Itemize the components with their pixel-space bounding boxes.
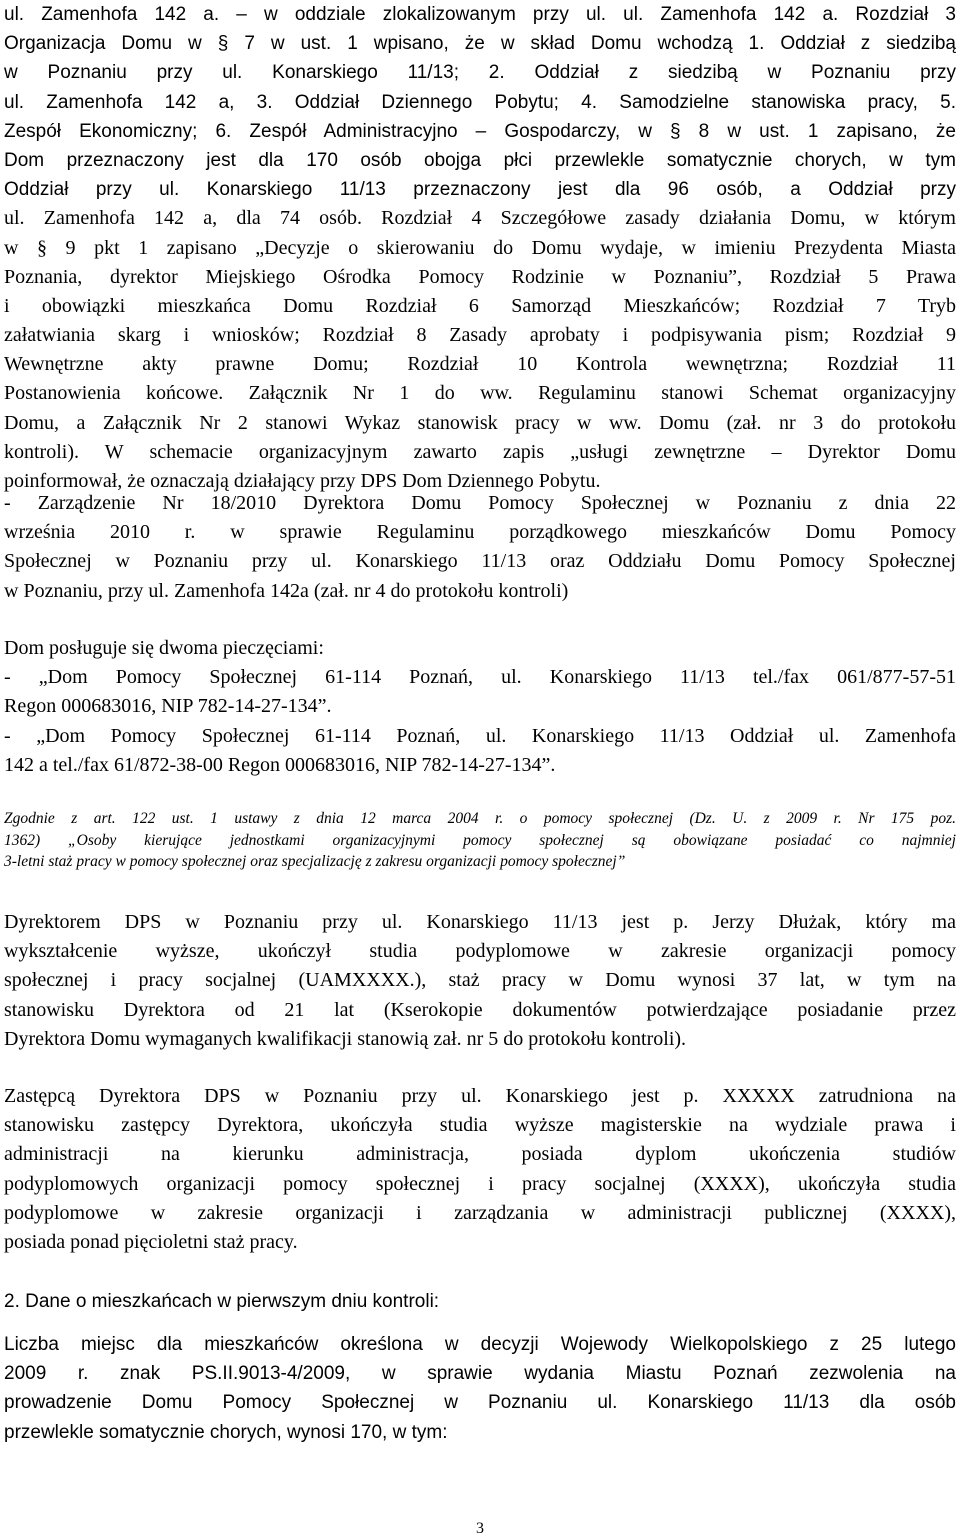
legal-note <box>4 808 956 873</box>
text-line: stanowisku zastępcy Dyrektora, ukończyła studia wyższe magisterskie na wydziale prawa i <box>4 1114 956 1137</box>
text-line: podyplomowych organizacji pomocy społecznej i pracy socjalnej (XXXX), ukończyła studia <box>4 1172 956 1195</box>
text-line: podyplomowe w zakresie organizacji i zarządzania w administracji publicznej (XXXX), <box>4 1201 956 1224</box>
text-line: Postanowienia końcowe. Załącznik Nr 1 do ww. Regulaminu stanowi Schemat organizacyjny <box>4 382 956 405</box>
text-line: - „Dom Pomocy Społecznej 61-114 Poznań, ul. Konarskiego 11/13 tel./fax 061/877-57-51 <box>4 666 956 689</box>
text-line: stanowisku Dyrektora od 21 lat (Kserokopie dokumentów potwierdzające posiadanie przez <box>4 998 956 1021</box>
text-line: ul. Zamenhofa 142 a, 3. Oddział Dziennego Pobytu; 4. Samodzielne stanowiska pracy, 5. <box>4 91 956 113</box>
text-line: w Poznaniu przy ul. Konarskiego 11/13; 2. Oddział z siedzibą w Poznaniu przy <box>4 62 956 84</box>
text-line: w § 9 pkt 1 zapisano „Decyzje o skierowaniu do Domu wydaje, w imieniu Prezydenta Miasta <box>4 236 956 259</box>
text-line: września 2010 r. w sprawie Regulaminu porządkowego mieszkańców Domu Pomocy <box>4 521 956 544</box>
section-heading-mieszkancy <box>4 1287 956 1316</box>
paragraph-regulamin <box>4 0 956 496</box>
paragraph-dyrektor <box>4 908 956 1054</box>
text-line: Liczba miejsc dla mieszkańców określona w decyzji Wojewody Wielkopolskiego z 25 lutego <box>4 1334 956 1355</box>
text-line: Oddział przy ul. Konarskiego 11/13 przeznaczony jest dla 96 osób, a Oddział przy <box>4 179 956 201</box>
text-line: wykształcenie wyższe, ukończył studia podyplomowe w zakresie organizacji pomocy <box>4 940 956 963</box>
text-line: przewlekle somatycznie chorych, wynosi 170, w tym: <box>4 1421 448 1443</box>
text-line: Zespół Ekonomiczny; 6. Zespół Administracyjno – Gospodarczy, w § 8 w ust. 1 zapisano, że <box>4 120 956 142</box>
text-line: posiada ponad pięcioletni staż pracy. <box>4 1230 298 1253</box>
text-line: - Zarządzenie Nr 18/2010 Dyrektora Domu Pomocy Społecznej w Poznaniu z dnia 22 <box>4 492 956 514</box>
text-line: Dom posługuje się dwoma pieczęciami: <box>4 637 324 659</box>
text-line: w Poznaniu, przy ul. Zamenhofa 142a (zał. nr 4 do protokołu kontroli) <box>4 579 569 602</box>
text-line: administracji na kierunku administracja, posiada dyplom ukończenia studiów <box>4 1143 956 1166</box>
paragraph-zarzadzenie <box>4 489 956 606</box>
paragraph-pieczecie <box>4 634 956 780</box>
text-line: 3-letni staż pracy w pomocy społecznej oraz specjalizację z zakresu organizacji pomocy społecznej” <box>4 853 626 871</box>
text-line: 142 a tel./fax 61/872-38-00 Regon 000683016, NIP 782-14-27-134”. <box>4 753 556 776</box>
paragraph-zastepca <box>4 1082 956 1257</box>
text-line: Poznania, dyrektor Miejskiego Ośrodka Pomocy Rodzinie w Poznaniu”, Rozdział 5 Prawa <box>4 265 956 288</box>
text-line: 2009 r. znak PS.II.9013-4/2009, w sprawie wydania Miastu Poznań zezwolenia na <box>4 1363 956 1385</box>
text-line: prowadzenie Domu Pomocy Społecznej w Poznaniu ul. Konarskiego 11/13 dla osób <box>4 1392 956 1414</box>
text-line: Zastępcą Dyrektora DPS w Poznaniu przy ul. Konarskiego jest p. XXXXX zatrudniona na <box>4 1085 956 1107</box>
text-line: 1362) „Osoby kierujące jednostkami organizacyjnymi pomocy społecznej są obowiązane posiadać co najmniej <box>4 831 956 849</box>
text-line: poinformował, że oznaczają działający przy DPS Dom Dziennego Pobytu. <box>4 470 601 492</box>
section-heading: 2. Dane o mieszkańcach w pierwszym dniu kontroli: <box>4 1291 440 1312</box>
text-line: kontroli). W schemacie organizacyjnym zawarto zapis „usługi zewnętrzne – Dyrektor Domu <box>4 440 956 463</box>
text-line: Dom przeznaczony jest dla 170 osób obojga płci przewlekle somatycznie chorych, w tym <box>4 149 956 171</box>
text-line: Domu, a Załącznik Nr 2 stanowi Wykaz stanowisk pracy w ww. Domu (zał. nr 3 do protokołu <box>4 411 956 434</box>
text-line: Organizacja Domu w § 7 w ust. 1 wpisano, że w skład Domu wchodzą 1. Oddział z siedzibą <box>4 33 956 55</box>
page-number: 3 <box>476 1520 484 1537</box>
text-line: ul. Zamenhofa 142 a, dla 74 osób. Rozdział 4 Szczegółowe zasady działania Domu, w którym <box>4 207 956 230</box>
text-line: ul. Zamenhofa 142 a. – w oddziale zlokalizowanym przy ul. ul. Zamenhofa 142 a. Rozdział 3 <box>4 4 956 25</box>
text-line: załatwiania skarg i wniosków; Rozdział 8 Zasady aprobaty i podpisywania pism; Rozdział 9 <box>4 324 956 347</box>
text-line: Regon 000683016, NIP 782-14-27-134”. <box>4 695 332 718</box>
paragraph-liczba-miejsc <box>4 1330 956 1447</box>
text-line: i obowiązki mieszkańca Domu Rozdział 6 Samorząd Mieszkańców; Rozdział 7 Tryb <box>4 294 956 317</box>
text-line: - „Dom Pomocy Społecznej 61-114 Poznań, ul. Konarskiego 11/13 Oddział ul. Zamenhofa <box>4 724 956 747</box>
text-line: Wewnętrzne akty prawne Domu; Rozdział 10 Kontrola wewnętrzna; Rozdział 11 <box>4 353 956 376</box>
text-line: Społecznej w Poznaniu przy ul. Konarskiego 11/13 oraz Oddziału Domu Pomocy Społecznej <box>4 550 956 573</box>
text-line: społecznej i pracy socjalnej (UAMXXXX.), staż pracy w Domu wynosi 37 lat, w tym na <box>4 969 956 992</box>
text-line: Dyrektora Domu wymaganych kwalifikacji stanowią zał. nr 5 do protokołu kontroli). <box>4 1027 687 1050</box>
text-line: Zgodnie z art. 122 ust. 1 ustawy z dnia 12 marca 2004 r. o pomocy społecznej (Dz. U. z 2009 r. Nr 175 poz. <box>4 810 956 827</box>
text-line: Dyrektorem DPS w Poznaniu przy ul. Konarskiego 11/13 jest p. Jerzy Dłużak, który ma <box>4 911 956 933</box>
